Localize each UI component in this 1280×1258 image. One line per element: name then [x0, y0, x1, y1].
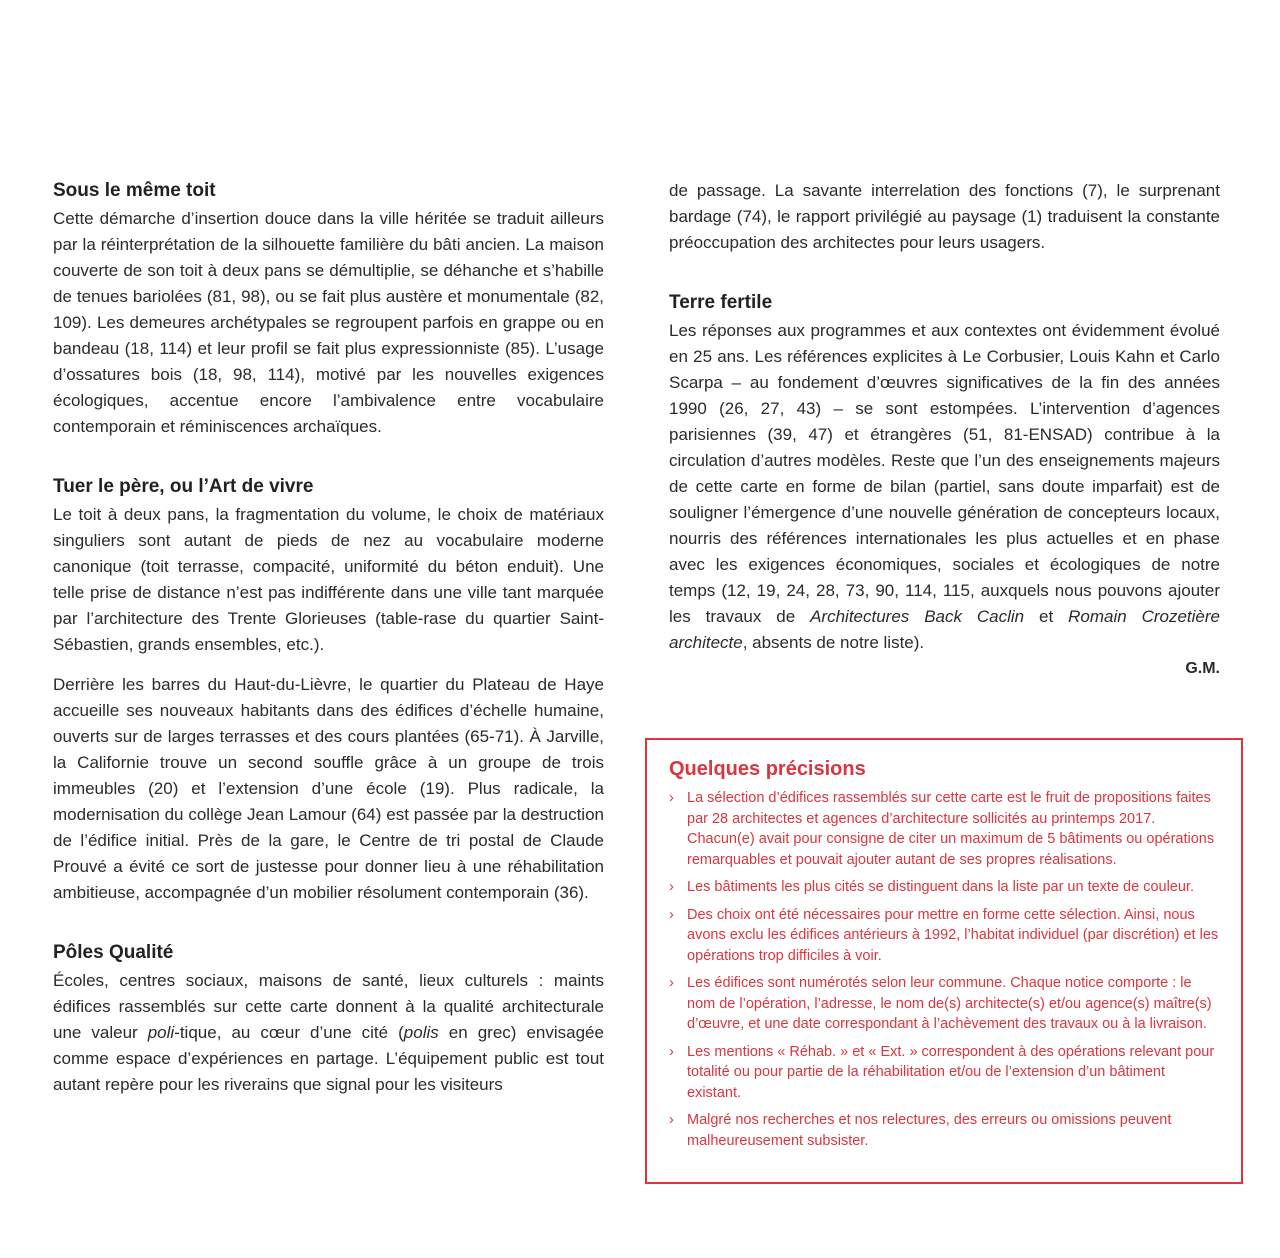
list-item-text: Des choix ont été nécessaires pour mettre en forme cette sélection. Ainsi, nous avons exclu les édifices antérieurs à 1992, l’habitat individuel (par discrétion) et les opérations trop difficiles à voir.: [687, 906, 1219, 964]
list-item-text: La sélection d’édifices rassemblés sur cette carte est le fruit de propositions faites par 28 architectes et agences d’architecture sollicités au printemps 2017. Chacun(e) avait pour consigne de citer un maximum de 5 bâtiments ou opérations remarquables et pouvait ajouter autant de ses propres réalisations.: [687, 790, 1215, 868]
chevron-right-icon: ›: [669, 906, 674, 923]
chevron-right-icon: ›: [669, 975, 674, 991]
list-item: [669, 788, 1219, 870]
italic-run: Architectures Back Caclin: [810, 607, 1025, 626]
paragraph-tuer-le-pere-1: Le toit à deux pans, la fragmentation du volume, le choix de matériaux singuliers sont autant de pieds de nez au vocabulaire moderne canonique (toit terrasse, compacité, uniformité du béton enduit). Une telle prise de distance n’est pas indifférente dans une ville tant marquée par l’architecture des Trente Glorieuses (table-rase du quartier Saint-Sébastien, grands ensembles, etc.).: [53, 505, 604, 654]
left-column: [53, 178, 604, 1098]
section-title-poles-qualite: Pôles Qualité: [53, 942, 174, 963]
list-item: [669, 1110, 1219, 1151]
paragraph-terre-fertile: [669, 318, 1220, 656]
text-run: en grec) envisagée comme espace d’expériences en partage. L’équipement public est tout autant repère pour les riverains que signal pour les visiteurs: [53, 1023, 604, 1094]
signature: G.M.: [1185, 660, 1220, 677]
section-title-sous-le-meme-toit: Sous le même toit: [53, 180, 216, 201]
list-item: [669, 973, 1219, 1035]
chevron-right-icon: ›: [669, 1043, 674, 1060]
paragraph-sous-le-meme-toit: Cette démarche d’insertion douce dans la ville héritée se traduit ailleurs par la réinterprétation de la silhouette familière du bâti ancien. La maison couverte de son toit à deux pans se démultiplie, se déhanche et s’habille de tenues bariolées (81, 98), ou se fait plus austère et monumentale (82, 109). Les demeures archétypales se regroupent parfois en grappe ou en bandeau (18, 114) et leur profil se fait plus expressionniste (85). L’usage d’ossatures bois (18, 98, 114), motivé par les nouvelles exigences écologiques, accentue encore l’ambivalence entre vocabulaire contemporain et réminiscences archaïques.: [53, 209, 604, 436]
list-item: [669, 1042, 1219, 1104]
precisions-box: [645, 738, 1243, 1184]
list-item: [669, 905, 1219, 967]
precisions-list: [669, 788, 1219, 1151]
chevron-right-icon: ›: [669, 1112, 674, 1128]
section-title-tuer-le-pere: Tuer le père, ou l’Art de vivre: [53, 476, 314, 497]
right-column: [669, 178, 1220, 682]
text-run: Écoles, centres sociaux, maisons de santé, lieux culturels : maints édifices rassemblés sur cette carte donnent à la qualité architecturale une valeur: [53, 971, 604, 1042]
italic-run: poli: [147, 1023, 175, 1042]
text-run: Les réponses aux programmes et aux contextes ont évidemment évolué en 25 ans. Les références explicites à Le Corbusier, Louis Kahn et Carlo Scarpa – au fondement d’œuvres significatives de la fin des années 1990 (26, 27, 43) – se sont estompées. L’intervention d’agences parisiennes (39, 47) et étrangères (51, 81-ENSAD) contribue à la circulation d’autres modèles. Reste que l’un des enseignements majeurs de cette carte en forme de bilan (partiel, sans doute imparfait) est de souligner l’émergence d’une nouvelle génération de concepteurs locaux, nourris des références internationales les plus actuelles et en phase avec les exigences économiques, sociales et écologiques de notre temps (12, 19, 24, 28, 73, 90, 114, 115, auxquels nous pouvons ajouter les travaux de: [669, 321, 1220, 626]
italic-run: Romain Crozetière architecte: [669, 607, 1221, 652]
list-item-text: Les mentions « Réhab. » et « Ext. » correspondent à des opérations relevant pour totalité ou pour partie de la réhabilitation et/ou de l’extension d’un bâtiment existant.: [687, 1043, 1215, 1101]
list-item-text: Malgré nos recherches et nos relectures, des erreurs ou omissions peuvent malheureusement subsister.: [687, 1112, 1172, 1149]
text-run: et: [1024, 607, 1069, 626]
list-item-text: Les bâtiments les plus cités se distinguent dans la liste par un texte de couleur.: [687, 879, 1194, 895]
text-run: , absents de notre liste).: [742, 633, 925, 652]
list-item-text: Les édifices sont numérotés selon leur commune. Chaque notice comporte : le nom de l’opération, l’adresse, le nom de(s) architecte(s) et/ou agence(s) maître(s) d’œuvre, et une date correspondant à l’achèvement des travaux ou à la livraison.: [687, 975, 1212, 1032]
paragraph-tuer-le-pere-2: Derrière les barres du Haut-du-Lièvre, le quartier du Plateau de Haye accueille ses nouveaux habitants dans des édifices d’échelle humaine, ouverts sur de larges terrasses et des cours plantées (65-71). À Jarville, la Californie trouve un second souffle grâce à un groupe de trois immeubles (20) et l’extension d’une école (19). Plus radicale, la modernisation du collège Jean Lamour (64) est passée par la destruction de l’édifice initial. Près de la gare, le Centre de tri postal de Claude Prouvé a évité ce sort de justesse pour donner lieu à une réhabilitation ambitieuse, accompagnée d’un mobilier résolument contemporain (36).: [53, 675, 604, 902]
chevron-right-icon: ›: [669, 790, 674, 806]
section-title-terre-fertile: Terre fertile: [669, 292, 773, 313]
paragraph-poles-qualite: [53, 968, 604, 1098]
list-item: [669, 877, 1219, 898]
paragraph-continued: de passage. La savante interrelation des fonctions (7), le surprenant bardage (74), le rapport privilégié au paysage (1) traduisent la constante préoccupation des architectes pour leurs usagers.: [669, 181, 1220, 252]
text-run: -tique, au cœur d’une cité (: [174, 1023, 404, 1042]
precisions-title: Quelques précisions: [669, 758, 866, 780]
italic-run: polis: [403, 1023, 439, 1042]
chevron-right-icon: ›: [669, 879, 674, 895]
